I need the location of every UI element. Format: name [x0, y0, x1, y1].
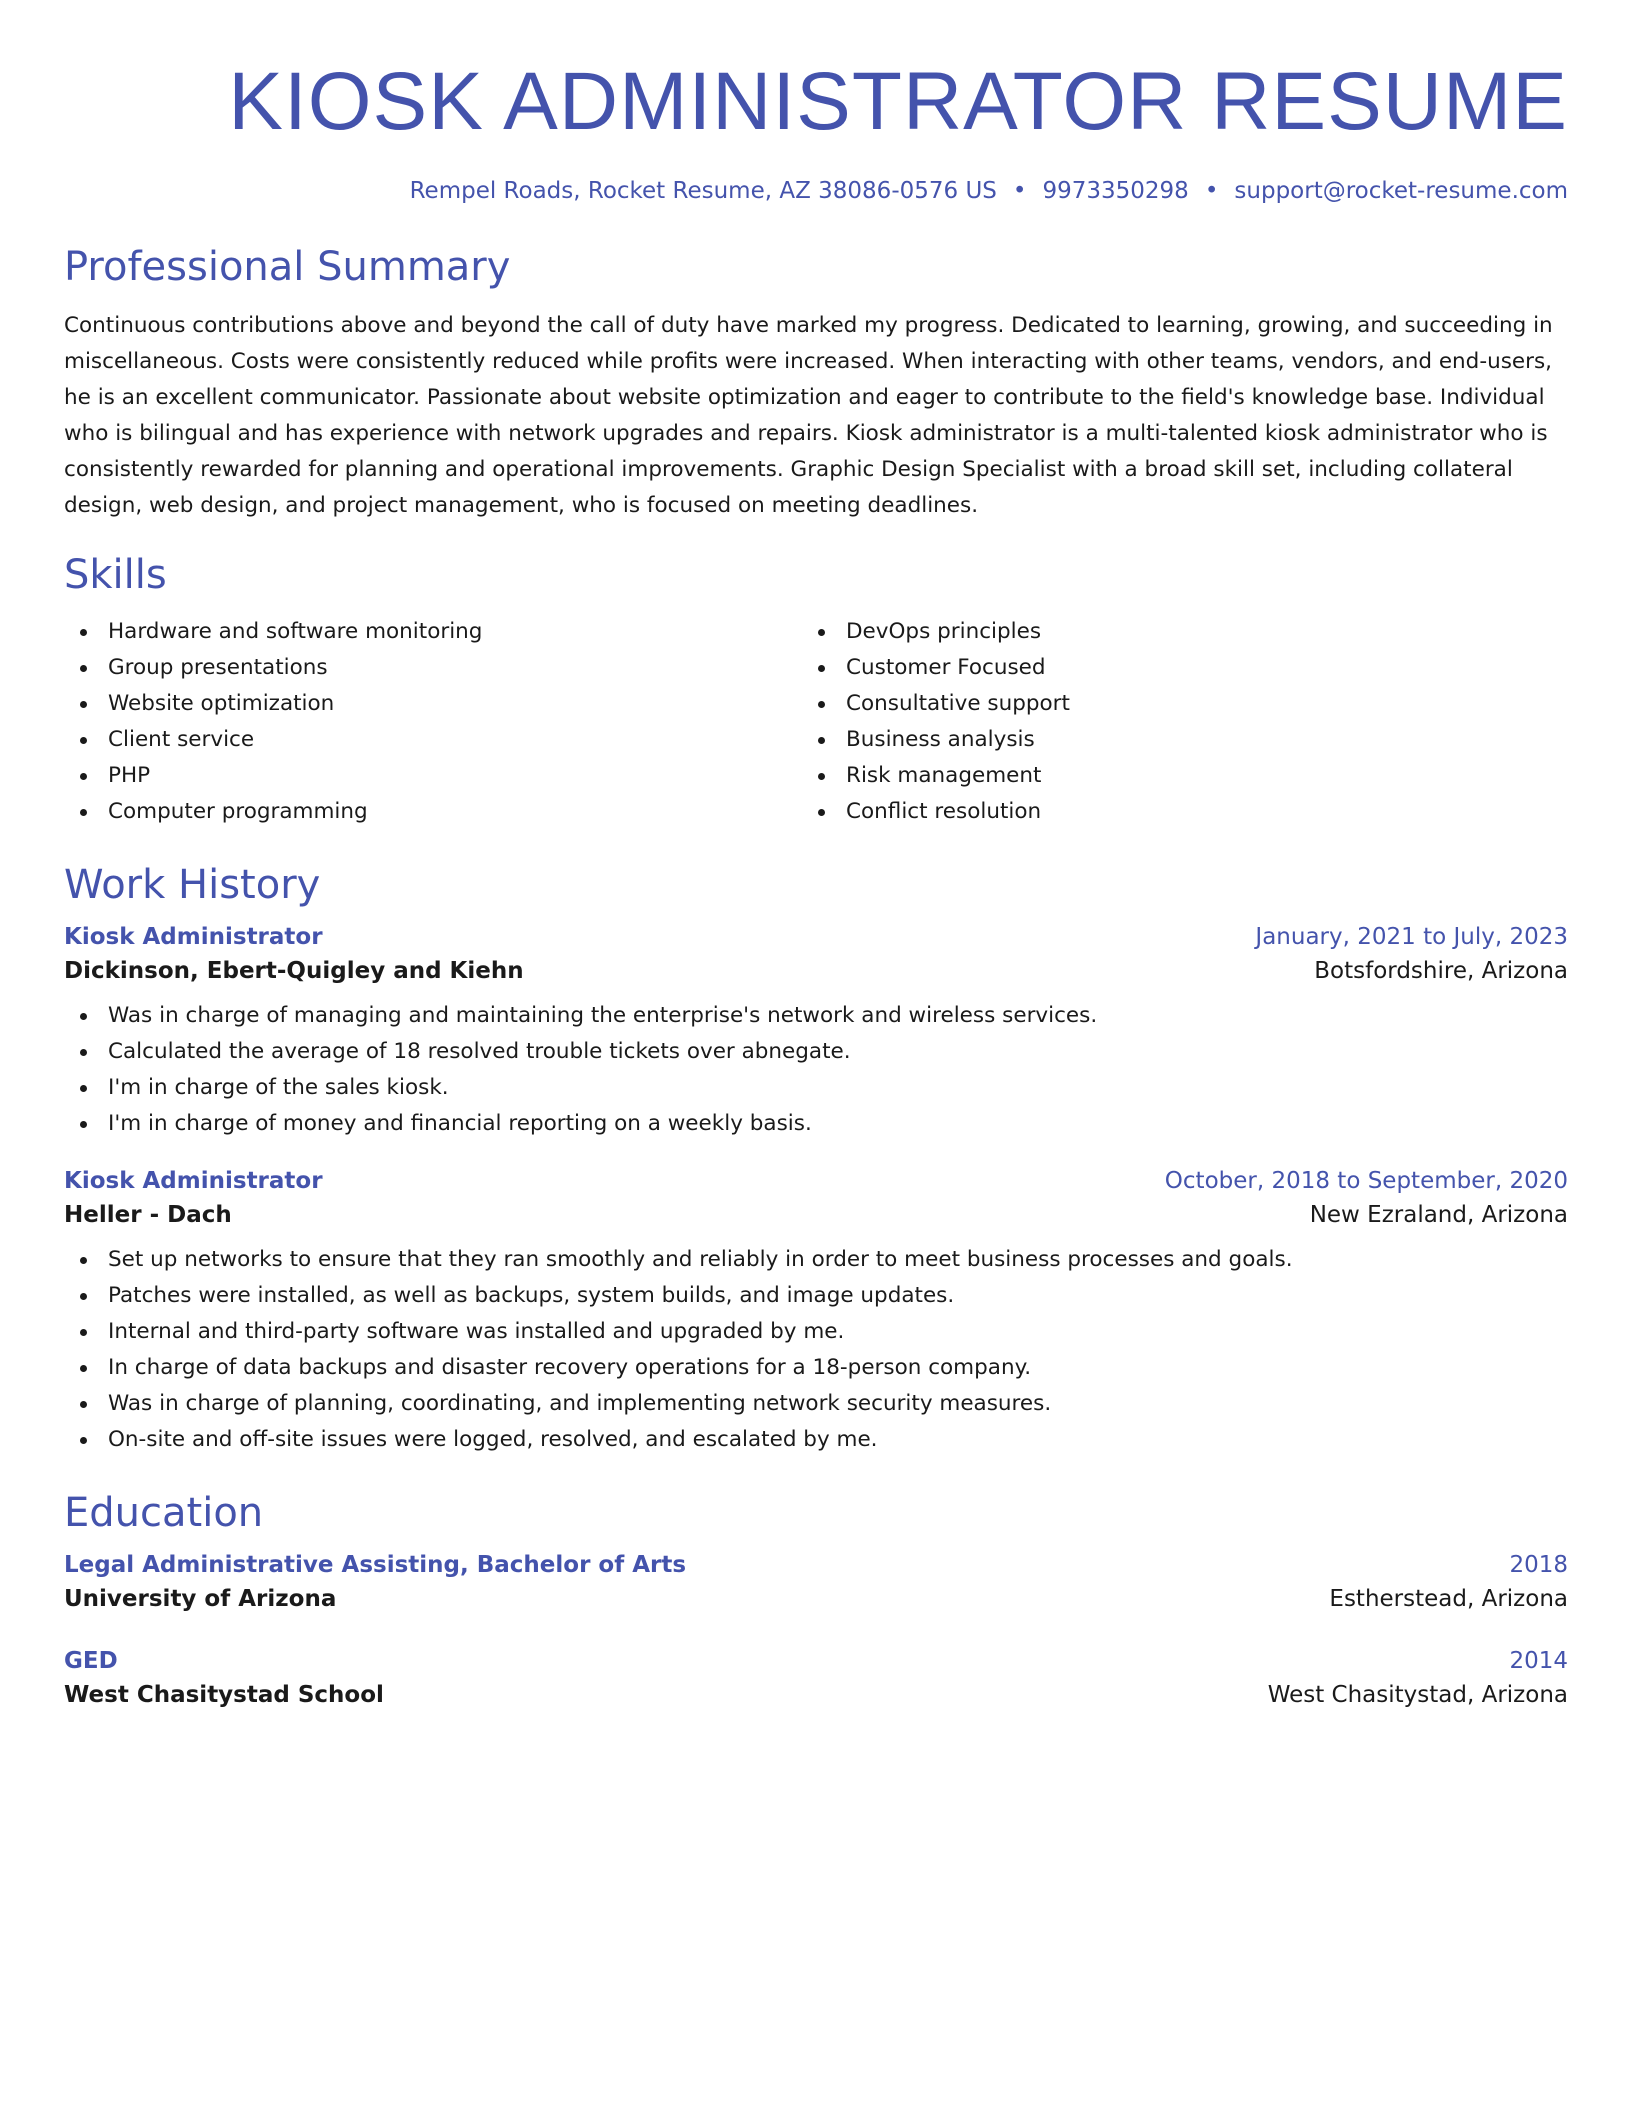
bullet-icon: [818, 809, 825, 816]
education-entry: [64, 1552, 1568, 1612]
education-school: University of Arizona: [64, 1586, 337, 1612]
education-school: West Chasitystad School: [64, 1682, 384, 1708]
skill-item: Computer programming: [108, 794, 802, 830]
job-company: Heller - Dach: [64, 1202, 232, 1228]
bullet-icon: [80, 1013, 87, 1020]
contact-separator: •: [1012, 178, 1027, 204]
job-dates: October, 2018 to September, 2020: [1164, 1168, 1568, 1194]
job-role: Kiosk Administrator: [64, 1168, 323, 1194]
contact-phone[interactable]: 9973350298: [1042, 178, 1189, 204]
bullet-icon: [80, 1401, 87, 1408]
job-dates: January, 2021 to July, 2023: [1255, 924, 1568, 950]
skill-item: Consultative support: [846, 686, 1540, 722]
skill-item: Risk management: [846, 758, 1540, 794]
bullet-icon: [80, 1049, 87, 1056]
contact-address: Rempel Roads, Rocket Resume, AZ 38086-0576 US: [409, 178, 997, 204]
job-bullet: Internal and third-party software was installed and upgraded by me.: [108, 1314, 1568, 1350]
bullet-icon: [80, 1121, 87, 1128]
bullet-icon: [80, 1085, 87, 1092]
education-location: West Chasitystad, Arizona: [1267, 1682, 1568, 1708]
skills-column-right: [802, 614, 1540, 830]
education-location: Estherstead, Arizona: [1329, 1586, 1568, 1612]
skill-item: Customer Focused: [846, 650, 1540, 686]
job-title-row: [64, 924, 1568, 950]
job-role: Kiosk Administrator: [64, 924, 323, 950]
skill-item: Conflict resolution: [846, 794, 1540, 830]
job-company-row: [64, 958, 1568, 984]
work-history-heading: Work History: [64, 862, 321, 908]
education-year: 2014: [1509, 1648, 1568, 1674]
job-title-row: [64, 1168, 1568, 1194]
bullet-icon: [80, 701, 87, 708]
education-school-row: [64, 1682, 1568, 1708]
bullet-icon: [80, 1293, 87, 1300]
skills-grid: [64, 614, 1568, 830]
education-degree-row: [64, 1648, 1568, 1674]
job-bullet: Was in charge of managing and maintaining the enterprise's network and wireless services.: [108, 998, 1568, 1034]
contact-email[interactable]: support@rocket-resume.com: [1234, 178, 1568, 204]
skill-item: Business analysis: [846, 722, 1540, 758]
education-degree-row: [64, 1552, 1568, 1578]
job-bullet: In charge of data backups and disaster recovery operations for a 18-person company.: [108, 1350, 1568, 1386]
job-entry: [64, 924, 1568, 1142]
job-bullets: [64, 1242, 1568, 1458]
job-entry: [64, 1168, 1568, 1458]
education-degree: Legal Administrative Assisting, Bachelor of Arts: [64, 1552, 687, 1578]
summary-heading: Professional Summary: [64, 244, 511, 290]
job-bullet: I'm in charge of money and financial reporting on a weekly basis.: [108, 1106, 1568, 1142]
bullet-icon: [80, 1329, 87, 1336]
skill-item: Group presentations: [108, 650, 802, 686]
job-bullets: [64, 998, 1568, 1142]
bullet-icon: [818, 773, 825, 780]
bullet-icon: [80, 665, 87, 672]
skill-item: Hardware and software monitoring: [108, 614, 802, 650]
bullet-icon: [818, 701, 825, 708]
bullet-icon: [818, 737, 825, 744]
skills-column-left: [64, 614, 802, 830]
job-location: New Ezraland, Arizona: [1309, 1202, 1568, 1228]
bullet-icon: [80, 1365, 87, 1372]
summary-text: Continuous contributions above and beyond the call of duty have marked my progress. Dedicated to learning, growing, and succeeding in miscellaneous. Costs were consistently reduced while profits were increased. When interacting with other teams, vendors, and end-users, he is an excellent communicator. Passionate about website optimization and eager to contribute to the field's knowledge base. Individual who is bilingual and has experience with network upgrades and repairs. Kiosk administrator is a multi-talented kiosk administrator who is consistently rewarded for planning and operational improvements. Graphic Design Specialist with a broad skill set, including collateral design, web design, and project management, who is focused on meeting deadlines.: [64, 313, 1553, 518]
education-entry: [64, 1648, 1568, 1708]
education-degree: GED: [64, 1648, 118, 1674]
job-bullet: Was in charge of planning, coordinating, and implementing network security measures.: [108, 1386, 1568, 1422]
skill-item: DevOps principles: [846, 614, 1540, 650]
contact-separator: •: [1204, 178, 1219, 204]
skill-item: Website optimization: [108, 686, 802, 722]
bullet-icon: [80, 773, 87, 780]
job-bullet: Calculated the average of 18 resolved trouble tickets over abnegate.: [108, 1034, 1568, 1070]
bullet-icon: [80, 737, 87, 744]
bullet-icon: [818, 665, 825, 672]
bullet-icon: [80, 629, 87, 636]
resume-title: KIOSK ADMINISTRATOR RESUME: [228, 56, 1568, 147]
education-school-row: [64, 1586, 1568, 1612]
job-bullet: On-site and off-site issues were logged, resolved, and escalated by me.: [108, 1422, 1568, 1458]
job-company: Dickinson, Ebert-Quigley and Kiehn: [64, 958, 524, 984]
skills-heading: Skills: [64, 552, 167, 598]
job-bullet: I'm in charge of the sales kiosk.: [108, 1070, 1568, 1106]
education-year: 2018: [1509, 1552, 1568, 1578]
job-company-row: [64, 1202, 1568, 1228]
education-heading: Education: [64, 1490, 264, 1536]
bullet-icon: [80, 809, 87, 816]
skill-item: Client service: [108, 722, 802, 758]
job-bullet: Set up networks to ensure that they ran smoothly and reliably in order to meet business processes and goals.: [108, 1242, 1568, 1278]
bullet-icon: [818, 629, 825, 636]
bullet-icon: [80, 1257, 87, 1264]
contact-line: [64, 178, 1568, 204]
job-bullet: Patches were installed, as well as backups, system builds, and image updates.: [108, 1278, 1568, 1314]
skill-item: PHP: [108, 758, 802, 794]
job-location: Botsfordshire, Arizona: [1314, 958, 1568, 984]
bullet-icon: [80, 1437, 87, 1444]
